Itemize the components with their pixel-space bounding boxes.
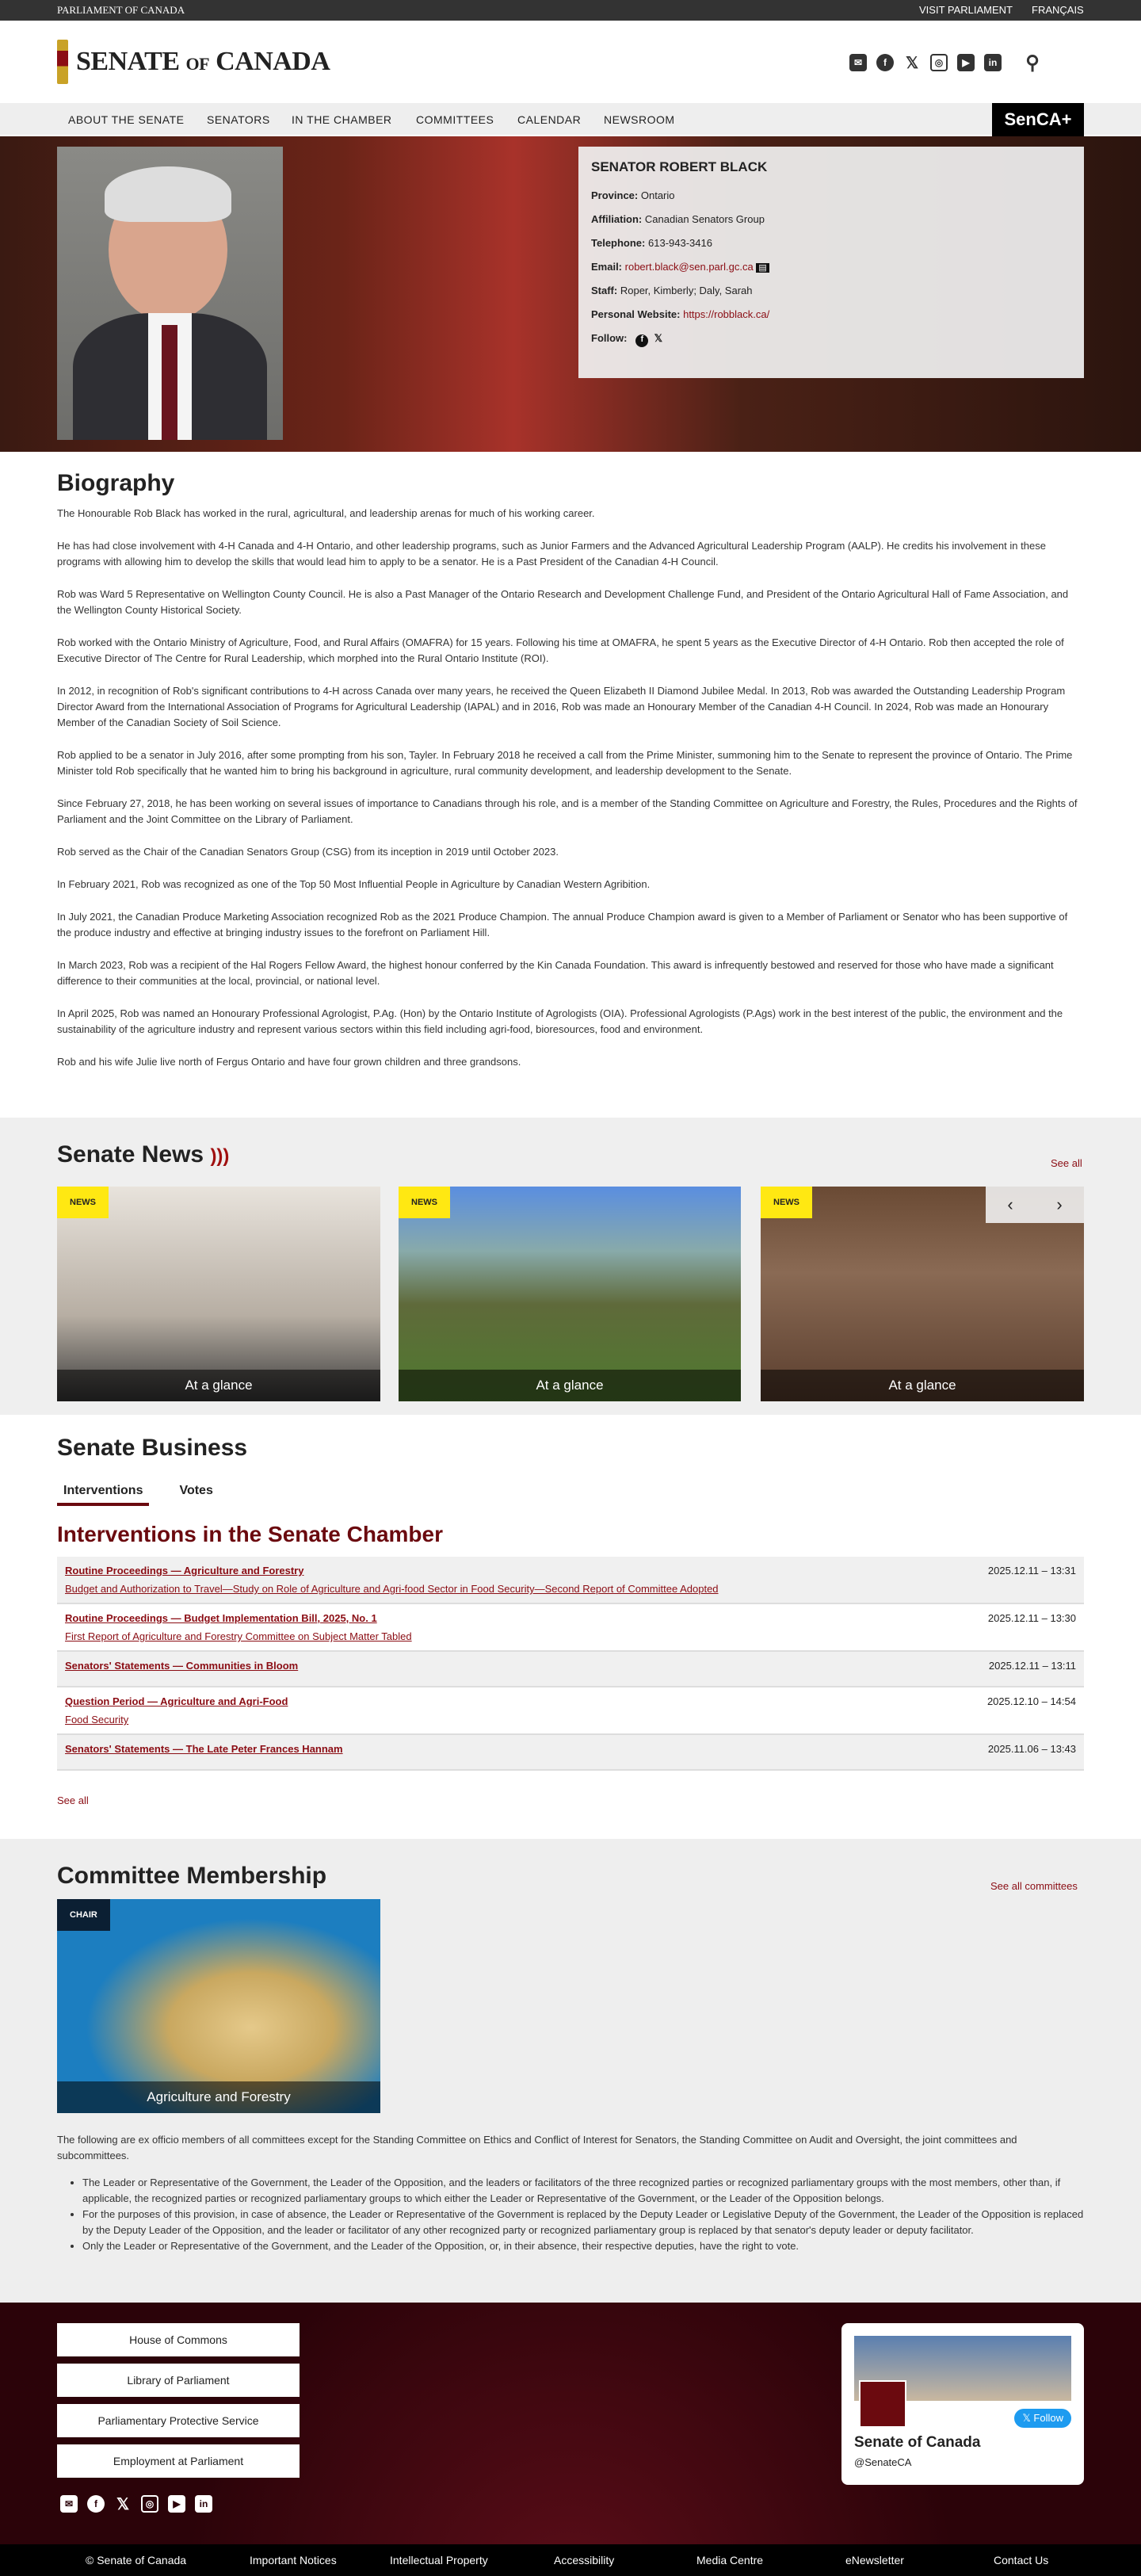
committee-card[interactable] — [57, 1899, 380, 2113]
x-icon[interactable]: 𝕏 — [905, 54, 919, 72]
footer-link-employment[interactable]: Employment at Parliament — [57, 2444, 300, 2478]
carousel-prev-icon[interactable]: ‹ — [1007, 1194, 1013, 1214]
bio-paragraph: In July 2021, the Canadian Produce Marketing Association recognized Rob as the 2021 Produce Champion. The annual Produce Champion award is given to a Member of Parliament or Senator who has been supportive of the produce industry and effective at bringing industry issues to the forefront on Parliament Hill. — [57, 911, 1068, 938]
bio-paragraph: Rob served as the Chair of the Canadian Senators Group (CSG) from its inception in 2019 until October 2023. — [57, 846, 559, 858]
news-card[interactable] — [57, 1187, 380, 1401]
website-label: Personal Website: — [591, 308, 681, 320]
province-value: Ontario — [640, 189, 675, 201]
news-see-all-link[interactable]: See all — [1051, 1157, 1082, 1169]
carousel-next-icon[interactable]: › — [1056, 1194, 1063, 1214]
top-bar — [0, 0, 1141, 21]
instagram-icon[interactable]: ◎ — [930, 54, 948, 71]
news-caption: At a glance — [57, 1370, 380, 1401]
bio-paragraph: He has had close involvement with 4-H Canada and 4-H Ontario, and other leadership programs, such as Junior Farmers and the Advanced Agricultural Leadership Program (AALP). He credits his involvement in these programs with allowing him to develop the skills that would lead him to apply to be a senator. He is a Past President of the Canadian 4-H Council. — [57, 540, 1046, 568]
news-card[interactable] — [399, 1187, 741, 1401]
business-tabs — [57, 1479, 1084, 1506]
staff-value: Roper, Kimberly; Daly, Sarah — [620, 285, 753, 296]
intervention-row — [57, 1735, 1084, 1771]
nav-newsroom[interactable]: NEWSROOM — [604, 113, 675, 126]
parliament-link[interactable]: PARLIAMENT OF CANADA — [57, 4, 185, 16]
website-link[interactable]: https://robblack.ca/ — [683, 308, 770, 320]
email-icon[interactable]: ✉ — [849, 54, 867, 71]
logo-text: SENATE — [76, 47, 180, 76]
footer-link-library[interactable]: Library of Parliament — [57, 2364, 300, 2397]
intervention-row — [57, 1557, 1084, 1604]
bio-paragraph: In 2012, in recognition of Rob's significant contributions to 4-H across Canada over many years, he received the Queen Elizabeth II Diamond Jubilee Medal. In 2013, Rob was awarded the Outstanding Leadership Program Director Award from the International Association of Programs for Agricultural Leadership (IAPAL) and in 2016, Rob was made an Honourary Member of the Canadian 4-H Council. In 2024, Rob was made an Honourary Member of the Canadian Society of Soil Science. — [57, 685, 1066, 728]
affiliation-value: Canadian Senators Group — [644, 213, 765, 225]
intervention-date: 2025.11.06 – 13:43 — [987, 1743, 1076, 1755]
telephone-label: Telephone: — [591, 237, 646, 249]
bio-paragraph: Rob was Ward 5 Representative on Wellington County Council. He is also a Past Manager of the Ontario Research and Development Challenge Fund, and President of the Ontario Agricultural Hall of Fame Association, and the Wellington County Historical Society. — [57, 588, 1069, 616]
nav-calendar[interactable]: CALENDAR — [517, 113, 582, 126]
intervention-title-link[interactable]: Question Period — Agriculture and Agri-Food — [65, 1695, 288, 1707]
senator-name: SENATOR ROBERT BLACK — [591, 159, 768, 174]
x-profile-name: Senate of Canada — [854, 2434, 981, 2451]
footer-link-house-of-commons[interactable]: House of Commons — [57, 2323, 300, 2356]
senator-info-panel — [578, 147, 1084, 378]
facebook-icon[interactable]: f — [876, 54, 894, 71]
bio-paragraph: Rob worked with the Ontario Ministry of Agriculture, Food, and Rural Affairs (OMAFRA) for 15 years. Following his time at OMAFRA, he spent 5 years as the Executive Director of 4-H Ontario. Rob then accepted the role of Executive Director of The Centre for Rural Leadership, which morphed into the Rural Ontario Institute (ROI). — [57, 636, 1064, 664]
enewsletter-link[interactable]: eNewsletter — [845, 2554, 904, 2566]
senate-avatar — [859, 2380, 906, 2428]
interventions-title: Interventions in the Senate Chamber — [57, 1522, 443, 1546]
committee-caption: Agriculture and Forestry — [57, 2081, 380, 2113]
bio-paragraph: In March 2023, Rob was a recipient of the Hal Rogers Fellow Award, the highest honour conferred by the Kin Canada Foundation. This award is infrequently bestowed and reserved for those who have made a significant difference to their communities at the local, provincial, or national level. — [57, 959, 1054, 987]
follow-label: Follow — [1033, 2412, 1063, 2424]
senator-portrait — [57, 147, 283, 440]
copyright: © Senate of Canada — [86, 2554, 187, 2566]
see-all-committees-link[interactable]: See all committees — [990, 1880, 1078, 1892]
committee-section — [0, 1839, 1141, 2303]
tab-interventions[interactable]: Interventions — [57, 1479, 149, 1506]
instagram-icon[interactable]: ◎ — [141, 2495, 158, 2513]
news-card[interactable] — [761, 1187, 1084, 1401]
facebook-icon[interactable]: f — [87, 2495, 105, 2513]
intervention-title-link[interactable]: Routine Proceedings — Budget Implementation Bill, 2025, No. 1 — [65, 1612, 377, 1624]
biography-section — [57, 470, 1084, 1087]
email-link[interactable]: robert.black@sen.parl.gc.ca — [624, 261, 754, 273]
interventions-see-all-link[interactable]: See all — [57, 1794, 89, 1806]
ex-officio-item: • Only the Leader or Representative of the Government, and the Leader of the Opposition, or, in their absence, their respective deputies, have the right to vote. — [82, 2238, 1084, 2254]
x-icon[interactable]: 𝕏 — [116, 2495, 130, 2513]
bio-paragraph: In February 2021, Rob was recognized as one of the Top 50 Most Influential People in Agriculture by Canadian Western Agribition. — [57, 878, 651, 890]
intervention-date: 2025.12.11 – 13:31 — [987, 1565, 1076, 1577]
nav-committees[interactable]: COMMITTEES — [416, 113, 494, 126]
footer-link-protective-service[interactable]: Parliamentary Protective Service — [57, 2404, 300, 2437]
bio-paragraph: Rob applied to be a senator in July 2016, after some prompting from his son, Tayler. In February 2018 he received a call from the Prime Minister, summoning him to the Senate to represent the province of Ontario. The Prime Minister told Rob specifically that he wanted him to bring his background in agriculture, rural community development, and leadership development to the Senate. — [57, 749, 1073, 777]
chair-tag: CHAIR — [57, 1899, 110, 1931]
bio-paragraph: Rob and his wife Julie live north of Fergus Ontario and have four grown children and three grandsons. — [57, 1056, 521, 1068]
senca-button[interactable]: SenCA+ — [992, 103, 1084, 136]
news-tag: NEWS — [57, 1187, 109, 1218]
senate-logo[interactable] — [57, 40, 330, 84]
tab-votes[interactable]: Votes — [179, 1484, 213, 1497]
bottom-bar — [0, 2544, 1141, 2576]
linkedin-icon[interactable]: in — [195, 2495, 212, 2513]
ex-officio-item: • For the purposes of this provision, in case of absence, the Leader or Representative of the Government is replaced by the Deputy Leader or Legislative Deputy of the Government, the Leader of the Opposition is replaced by the Deputy Leader of the Opposition, and the leader or facilitator of any other recognized party or recognized parliamentary group is replaced by that senator's deputy leader or deputy facilitator. — [82, 2207, 1084, 2238]
news-tag: NEWS — [761, 1187, 812, 1218]
nav-about[interactable]: ABOUT THE SENATE — [68, 113, 185, 126]
news-title-text: Senate News — [57, 1141, 204, 1168]
francais-link[interactable]: FRANÇAIS — [1032, 4, 1084, 16]
news-title — [57, 1141, 229, 1168]
footer — [0, 2303, 1141, 2544]
intervention-sub-link[interactable]: Budget and Authorization to Travel—Study on Role of Agriculture and Agri-food Sector in Food Security—Second Report of Committee Adopted — [65, 1583, 719, 1595]
logo-text-of: OF — [185, 54, 210, 74]
interventions-list — [57, 1557, 1084, 1771]
intervention-sub-link[interactable]: Food Security — [65, 1714, 129, 1726]
visit-parliament-link[interactable]: VISIT PARLIAMENT — [919, 4, 1013, 16]
x-profile-handle[interactable]: @SenateCA — [854, 2456, 912, 2468]
youtube-icon[interactable]: ▶ — [168, 2495, 185, 2513]
intervention-date: 2025.12.11 – 13:30 — [987, 1612, 1076, 1624]
header-socials — [849, 52, 1041, 74]
rss-icon[interactable]: ))) — [210, 1145, 230, 1167]
staff-label: Staff: — [591, 285, 618, 296]
senate-news-section — [0, 1118, 1141, 1415]
intervention-row — [57, 1687, 1084, 1735]
senate-business-section — [57, 1435, 1084, 1808]
email-label: Email: — [591, 261, 623, 273]
intervention-date: 2025.12.10 – 14:54 — [986, 1695, 1076, 1707]
committee-title: Committee Membership — [57, 1863, 327, 1889]
contact-us-link[interactable]: Contact Us — [994, 2554, 1049, 2566]
affiliation-label: Affiliation: — [591, 213, 643, 225]
bio-paragraph: In April 2025, Rob was named an Honourary Professional Agrologist, P.Ag. (Hon) by the Ontario Institute of Agrologists (OIA). Professional Agrologists (P.Ags) work in the best interest of the public, the environment and the sustainability of the agriculture industry and represent various sectors within this field including agri-food, bioresources, food and environment. — [57, 1007, 1063, 1035]
intervention-title-link[interactable]: Routine Proceedings — Agriculture and Forestry — [65, 1565, 304, 1577]
vcard-icon[interactable]: ▤ — [756, 263, 769, 273]
ex-officio-item: • The Leader or Representative of the Government, the Leader of the Opposition, and the leaders or facilitators of the three recognized parties or recognized parliamentary groups with the most members, other than, if applicable, the recognized parties or recognized parliamentary groups to which either the Leader or Representative of the Government, or the Leader of the Opposition belongs. — [82, 2175, 1084, 2207]
logo-text-canada: CANADA — [216, 47, 330, 76]
intervention-title-link[interactable]: Senators' Statements — Communities in Bloom — [65, 1660, 299, 1672]
intervention-title-link[interactable]: Senators' Statements — The Late Peter Frances Hannam — [65, 1743, 343, 1755]
intellectual-property-link[interactable]: Intellectual Property — [390, 2554, 488, 2566]
youtube-icon[interactable]: ▶ — [957, 54, 975, 71]
bio-paragraph: The Honourable Rob Black has worked in the rural, agricultural, and leadership arenas for much of his working career. — [57, 507, 595, 519]
linkedin-icon[interactable]: in — [984, 54, 1002, 71]
intervention-row — [57, 1604, 1084, 1652]
intervention-row — [57, 1652, 1084, 1687]
nav-senators[interactable]: SENATORS — [207, 113, 270, 126]
telephone-value: 613-943-3416 — [648, 237, 712, 249]
facebook-icon[interactable]: f — [635, 334, 648, 347]
media-centre-link[interactable]: Media Centre — [696, 2554, 764, 2566]
bio-paragraph: Since February 27, 2018, he has been working on several issues of importance to Canadians through his role, and is a member of the Standing Committee on Agriculture and Forestry, the Rules, Procedures and the Rights of Parliament and the Joint Committee on the Library of Parliament. — [57, 797, 1078, 825]
important-notices-link[interactable]: Important Notices — [250, 2554, 337, 2566]
ex-officio-intro: The following are ex officio members of all committees except for the Standing Committee on Ethics and Conflict of Interest for Senators, the Standing Committee on Audit and Oversight, the joint committees and subcommittees. — [57, 2134, 1017, 2161]
nav-chamber[interactable]: IN THE CHAMBER — [292, 113, 392, 126]
x-follow-button[interactable]: 𝕏 Follow — [1014, 2409, 1071, 2428]
x-icon[interactable]: 𝕏 — [654, 332, 663, 344]
news-caption: At a glance — [761, 1370, 1084, 1401]
biography-title: Biography — [57, 470, 175, 496]
news-caption: At a glance — [399, 1370, 741, 1401]
main-nav — [0, 103, 1141, 135]
site-header — [0, 21, 1141, 103]
intervention-date: 2025.12.11 – 13:11 — [988, 1660, 1076, 1672]
business-title: Senate Business — [57, 1435, 248, 1461]
news-tag: NEWS — [399, 1187, 450, 1218]
x-profile-card[interactable] — [841, 2323, 1084, 2485]
email-icon[interactable]: ✉ — [60, 2495, 78, 2513]
search-icon[interactable]: ⚲ — [1025, 52, 1040, 74]
mace-icon — [57, 40, 68, 84]
province-label: Province: — [591, 189, 639, 201]
intervention-sub-link[interactable]: First Report of Agriculture and Forestry Committee on Subject Matter Tabled — [65, 1630, 412, 1642]
footer-socials — [60, 2495, 212, 2513]
accessibility-link[interactable]: Accessibility — [554, 2554, 615, 2566]
follow-label: Follow: — [591, 332, 628, 344]
